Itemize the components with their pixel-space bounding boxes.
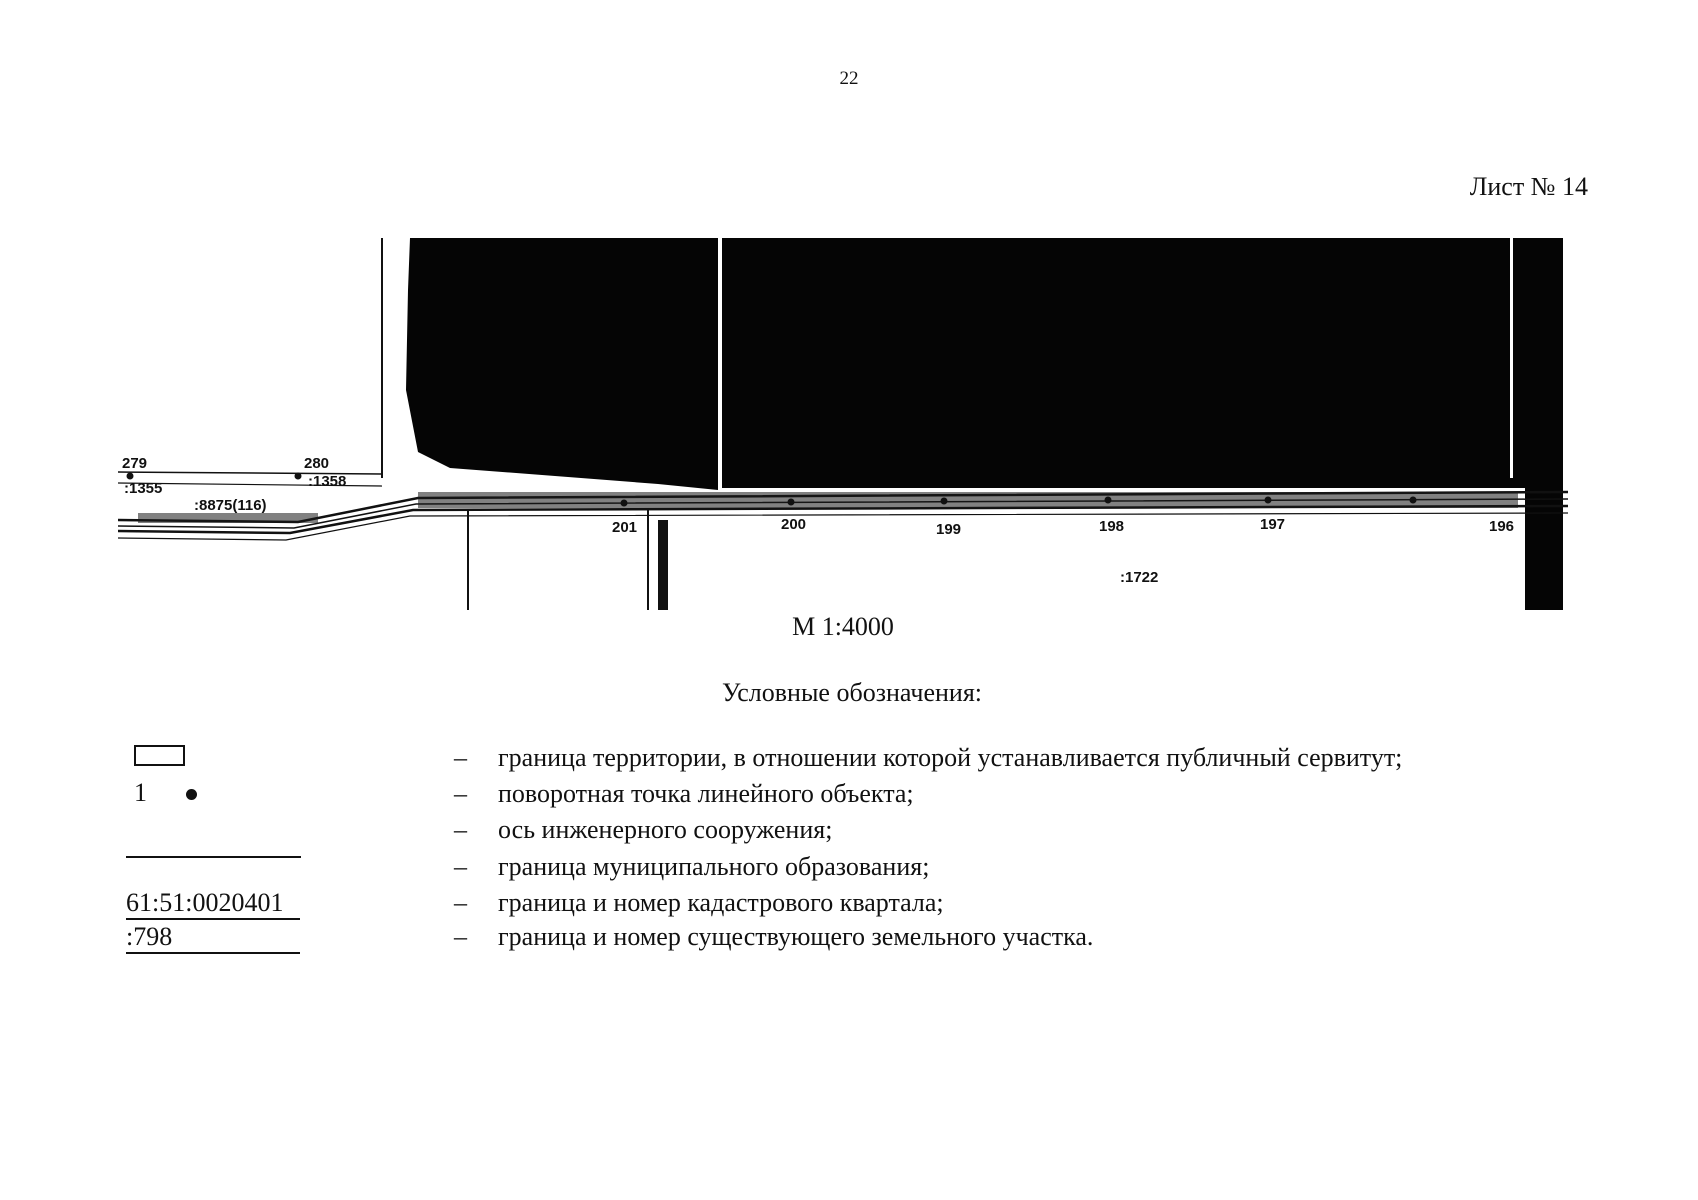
legend-dash: – [454, 743, 467, 772]
turning-point [295, 473, 302, 480]
legend-dash: – [454, 922, 467, 951]
turning-point-symbol [134, 778, 147, 808]
land-parcel-symbol: :798 [126, 922, 300, 954]
legend-dash: – [454, 852, 467, 881]
legend-dash: – [454, 779, 467, 808]
legend-item [454, 852, 929, 882]
legend-item-text: граница и номер кадастрового квартала; [498, 888, 944, 917]
point-dot-icon [186, 789, 197, 800]
point-label: 197 [1260, 516, 1286, 533]
map-dark-area-left [406, 238, 718, 490]
servitude-boundary-symbol [134, 745, 185, 766]
point-label: 200 [781, 516, 807, 533]
legend-item-text: граница муниципального образования; [498, 852, 930, 881]
page-number: 22 [839, 68, 859, 89]
legend-item [454, 888, 944, 918]
point-label: 280 [304, 455, 330, 472]
legend-item-text: поворотная точка линейного объекта; [498, 779, 914, 808]
legend-dash: – [454, 815, 467, 844]
parcel-label: :1722 [1120, 569, 1159, 586]
legend-item-text: граница и номер существующего земельного участка. [498, 922, 1094, 951]
legend-item [454, 815, 832, 845]
map-drawing [118, 230, 1568, 610]
map-scale [0, 612, 1698, 642]
parcel-label: :1358 [308, 473, 347, 490]
turning-point [1410, 497, 1417, 504]
legend-item [454, 779, 914, 809]
turning-point [941, 498, 948, 505]
map-scale-text: М 1:4000 [792, 612, 894, 641]
turning-point [1265, 497, 1272, 504]
parcel-label: :8875(116) [194, 497, 267, 514]
point-label: 199 [936, 521, 962, 538]
turning-point [1105, 497, 1112, 504]
legend-item [454, 922, 1093, 952]
legend-title [0, 678, 1698, 708]
engineering-axis-symbol [126, 856, 301, 858]
legend-item-text: граница территории, в отношении которой устанавливается публичный сервитут; [498, 743, 1403, 772]
map-dark-area-right [722, 238, 1550, 488]
legend-title-text: Условные обозначения: [721, 678, 983, 707]
cadastral-quarter-symbol: 61:51:0020401 [126, 888, 300, 920]
legend-item-text: ось инженерного сооружения; [498, 815, 833, 844]
point-label: 196 [1489, 518, 1515, 535]
map-dark-strip-right [1525, 238, 1563, 610]
legend-item [454, 743, 1402, 773]
servitude-map [118, 230, 1568, 610]
turning-point-number: 1 [134, 778, 147, 807]
turning-point [621, 500, 628, 507]
turning-point [127, 473, 134, 480]
turning-point [788, 499, 795, 506]
sheet-number: Лист № 14 [1469, 172, 1588, 201]
point-label: 198 [1099, 518, 1125, 535]
legend-dash: – [454, 888, 467, 917]
parcel-label: :1355 [124, 480, 163, 497]
point-label: 279 [122, 455, 148, 472]
point-label: 201 [612, 519, 638, 536]
